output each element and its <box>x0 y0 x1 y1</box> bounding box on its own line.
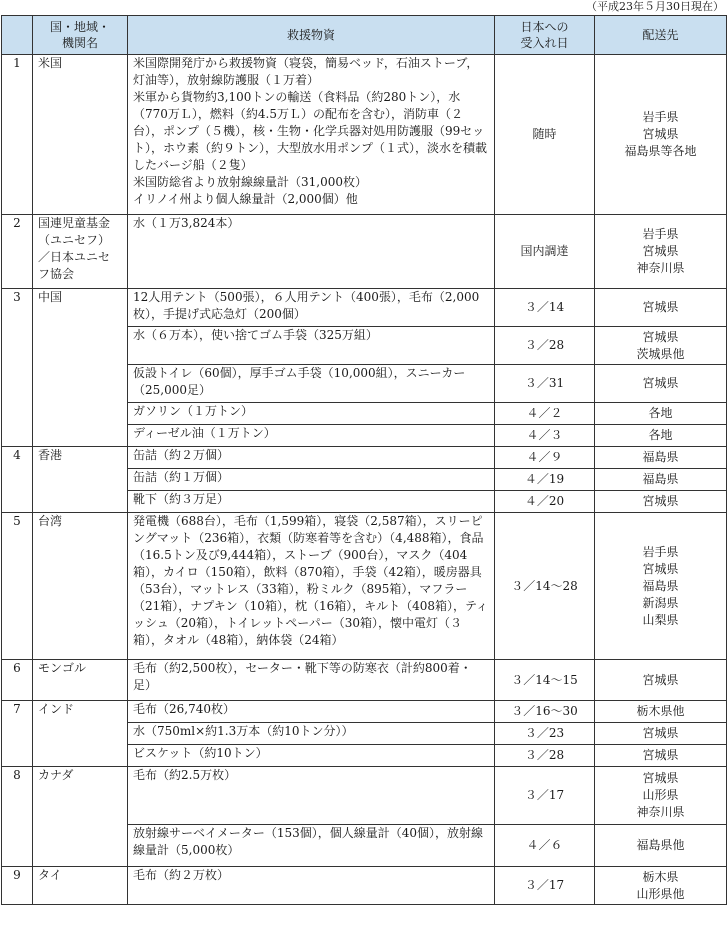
supplies-cell <box>128 745 495 767</box>
destination-line: 福島県 <box>642 450 679 464</box>
table-body <box>2 55 727 905</box>
row-number: 8 <box>2 767 33 867</box>
destination-cell <box>595 55 727 215</box>
country-name-line: 香港 <box>38 448 63 462</box>
destination-line: 各地 <box>648 428 673 442</box>
supplies-line: 仮設トイレ（60個），厚手ゴム手袋（10,000組），スニーカー（25,000足） <box>133 366 466 397</box>
supplies-line: 米軍から貨物約3,100トンの輸送（食料品（約280トン），水（770万Ｌ），燃料（約4.5万Ｌ）の配布を含む），消防車（２台），ポンプ（５機），核・生物・化学兵器対処用防護服（99セット），ホウ素（約９トン），大型放水用ポンプ（１式），淡水を積載したバージ船（２隻） <box>133 90 488 172</box>
destination-line: 宮城県 <box>642 127 679 141</box>
supplies-line: 水（750ml×約1.3万本（約10トン分）） <box>133 724 354 738</box>
supplies-line: 水（１万3,824本） <box>133 216 240 230</box>
destination-line: 新潟県 <box>642 595 679 610</box>
country-name <box>33 447 128 513</box>
supplies-line: 毛布（約2.5万枚） <box>133 768 237 782</box>
destination-line: 栃木県 <box>642 869 679 884</box>
destination-cell <box>595 365 727 403</box>
destination-line: 神奈川県 <box>636 261 685 275</box>
header-country-line: 国・地域・ <box>49 20 110 34</box>
destination-line: 宮城県 <box>642 376 679 390</box>
destination-cell <box>595 513 727 660</box>
destination-line: 福島県 <box>642 472 679 486</box>
country-name-line: 米国 <box>38 56 63 70</box>
destination-cell <box>595 327 727 365</box>
supplies-line: 毛布（約2,500枚），セーター・靴下等の防寒衣（計約800着・足） <box>133 661 472 692</box>
header-date-line: 日本への <box>520 20 569 34</box>
supplies-line: ビスケット（約10トン） <box>133 746 268 760</box>
supplies-cell <box>128 403 495 425</box>
row-number: 7 <box>2 701 33 767</box>
supplies-line: 毛布（約２万枚） <box>133 868 230 882</box>
arrival-date-cell: ３／17 <box>495 767 595 825</box>
arrival-date-cell: ３／31 <box>495 365 595 403</box>
table-row <box>2 215 727 289</box>
country-name-line: インド <box>38 702 75 716</box>
arrival-date-cell: ４／９ <box>495 447 595 469</box>
arrival-date-cell: ３／14 <box>495 289 595 327</box>
table-row <box>2 55 727 215</box>
supplies-line: 缶詰（約２万個） <box>133 448 230 462</box>
row-number: 4 <box>2 447 33 513</box>
destination-line: 岩手県 <box>642 227 679 241</box>
arrival-date-cell: ３／23 <box>495 723 595 745</box>
destination-line: 岩手県 <box>642 110 679 124</box>
arrival-date-cell: ３／14～28 <box>495 513 595 660</box>
row-number: 2 <box>2 215 33 289</box>
country-name <box>33 513 128 660</box>
country-name-line: フ協会 <box>38 267 75 281</box>
table-row <box>2 447 727 469</box>
destination-line: 宮城県 <box>642 494 679 508</box>
destination-line: 岩手県 <box>642 544 679 559</box>
destination-line: 宮城県 <box>642 244 679 258</box>
country-name <box>33 701 128 767</box>
supplies-line: イリノイ州より個人線量計（2,000個）他 <box>133 192 358 206</box>
table-row <box>2 513 727 660</box>
destination-line: 山形県他 <box>636 886 685 901</box>
destination-line: 宮城県 <box>642 561 679 576</box>
destination-line: 福島県等各地 <box>624 144 697 158</box>
row-number: 9 <box>2 867 33 905</box>
supplies-cell <box>128 289 495 327</box>
destination-cell <box>595 723 727 745</box>
destination-line: 各地 <box>648 406 673 420</box>
destination-line: 宮城県 <box>642 672 679 687</box>
arrival-date-cell: 随時 <box>495 55 595 215</box>
supplies-cell <box>128 723 495 745</box>
as-of-date-note: （平成23年５月30日現在） <box>586 0 724 13</box>
relief-supplies-table <box>1 15 727 905</box>
destination-line: 山梨県 <box>642 612 679 627</box>
destination-line: 福島県他 <box>636 838 685 852</box>
supplies-cell <box>128 215 495 289</box>
header-no <box>2 16 33 55</box>
supplies-cell <box>128 447 495 469</box>
row-number: 1 <box>2 55 33 215</box>
destination-cell <box>595 825 727 867</box>
supplies-cell <box>128 491 495 513</box>
destination-cell <box>595 767 727 825</box>
country-name-line: 国連児童基金 <box>38 216 111 230</box>
table-row <box>2 867 727 905</box>
supplies-line: 発電機（688台），毛布（1,599箱），寝袋（2,587箱），スリーピングマット（236箱），衣類（防寒着等を含む）（4,488箱），食品（16.5トン及び9,444箱），ストーブ（900台），マスク（404箱），カイロ（150箱），飲料（870箱），手袋（42箱），暖房器具（53台），マットレス（33箱），粉ミルク（895箱），マフラー（21箱），ナプキン（10箱），枕（16箱），キルト（408箱），ティッシュ（20箱），トイレットペーパー（30箱），懐中電灯（３箱），タオル（48箱），納体袋（24箱） <box>133 514 489 647</box>
supplies-line: 缶詰（約１万個） <box>133 470 230 484</box>
destination-cell <box>595 425 727 447</box>
arrival-date-cell: 国内調達 <box>495 215 595 289</box>
destination-line: 茨城県他 <box>636 346 685 361</box>
country-name-line: タイ <box>38 868 62 882</box>
table-row <box>2 701 727 723</box>
country-name-line: 中国 <box>38 290 63 304</box>
arrival-date-cell: ４／６ <box>495 825 595 867</box>
destination-line: 宮城県 <box>642 726 679 740</box>
country-name-line: カナダ <box>38 768 74 782</box>
country-name <box>33 660 128 701</box>
header-destination: 配送先 <box>595 16 727 55</box>
table-row <box>2 767 727 825</box>
supplies-line: 水（６万本），使い捨てゴム手袋（325万組） <box>133 328 378 342</box>
table-row <box>2 660 727 701</box>
arrival-date-cell: ３／16～30 <box>495 701 595 723</box>
destination-line: 山形県 <box>642 788 679 802</box>
destination-line: 神奈川県 <box>636 805 685 819</box>
supplies-line: 米国防総省より放射線線量計（31,000枚） <box>133 175 367 189</box>
row-number: 3 <box>2 289 33 447</box>
destination-line: 栃木県他 <box>636 704 685 718</box>
arrival-date-cell: ４／２ <box>495 403 595 425</box>
destination-cell <box>595 215 727 289</box>
country-name <box>33 55 128 215</box>
destination-cell <box>595 491 727 513</box>
arrival-date-cell: ４／20 <box>495 491 595 513</box>
header-date <box>495 16 595 55</box>
arrival-date-cell: ３／28 <box>495 745 595 767</box>
supplies-line: 放射線サーベイメーター（153個），個人線量計（40個），放射線線量計（5,000枚） <box>133 826 484 857</box>
country-name <box>33 867 128 905</box>
destination-cell <box>595 469 727 491</box>
supplies-line: 12人用テント（500張），６人用テント（400張），毛布（2,000枚），手提げ式応急灯（200個） <box>133 290 480 321</box>
arrival-date-cell: ３／17 <box>495 867 595 905</box>
country-name-line: ／日本ユニセ <box>38 250 111 264</box>
country-name-line: （ユニセフ） <box>38 233 111 247</box>
country-name <box>33 215 128 289</box>
supplies-cell <box>128 55 495 215</box>
supplies-line: 毛布（26,740枚） <box>133 702 235 716</box>
destination-line: 福島県 <box>642 578 679 593</box>
arrival-date-cell: ３／28 <box>495 327 595 365</box>
arrival-date-cell: ３／14～15 <box>495 660 595 701</box>
destination-cell <box>595 447 727 469</box>
country-name-line: モンゴル <box>38 661 87 675</box>
supplies-line: ガソリン（１万トン） <box>133 404 254 418</box>
row-number: 6 <box>2 660 33 701</box>
table-row <box>2 289 727 327</box>
arrival-date-cell: ４／３ <box>495 425 595 447</box>
destination-cell <box>595 745 727 767</box>
supplies-cell <box>128 425 495 447</box>
country-name-line: 台湾 <box>38 514 63 528</box>
supplies-cell <box>128 365 495 403</box>
country-name <box>33 289 128 447</box>
supplies-cell <box>128 469 495 491</box>
header-country <box>33 16 128 55</box>
destination-cell <box>595 289 727 327</box>
supplies-cell <box>128 327 495 365</box>
supplies-cell <box>128 513 495 660</box>
supplies-cell <box>128 867 495 905</box>
table-header-row <box>2 16 727 55</box>
destination-cell <box>595 701 727 723</box>
destination-cell <box>595 660 727 701</box>
supplies-line: ディーゼル油（１万トン） <box>133 426 276 440</box>
supplies-cell <box>128 767 495 825</box>
supplies-cell <box>128 701 495 723</box>
supplies-line: 米国際開発庁から救援物資（寝袋，簡易ベッド，石油ストーブ，灯油等），放射線防護服（１万着） <box>133 56 479 87</box>
destination-line: 宮城県 <box>642 748 679 762</box>
country-name <box>33 767 128 867</box>
arrival-date-cell: ４／19 <box>495 469 595 491</box>
supplies-cell <box>128 825 495 867</box>
supplies-cell <box>128 660 495 701</box>
destination-line: 宮城県 <box>642 771 679 785</box>
destination-line: 宮城県 <box>642 329 679 344</box>
destination-cell <box>595 403 727 425</box>
row-number: 5 <box>2 513 33 660</box>
destination-line: 宮城県 <box>642 300 679 314</box>
header-country-line: 機関名 <box>61 36 98 50</box>
header-supplies: 救援物資 <box>128 16 495 55</box>
header-date-line: 受入れ日 <box>520 36 569 50</box>
destination-cell <box>595 867 727 905</box>
supplies-line: 靴下（約３万足） <box>133 492 230 506</box>
